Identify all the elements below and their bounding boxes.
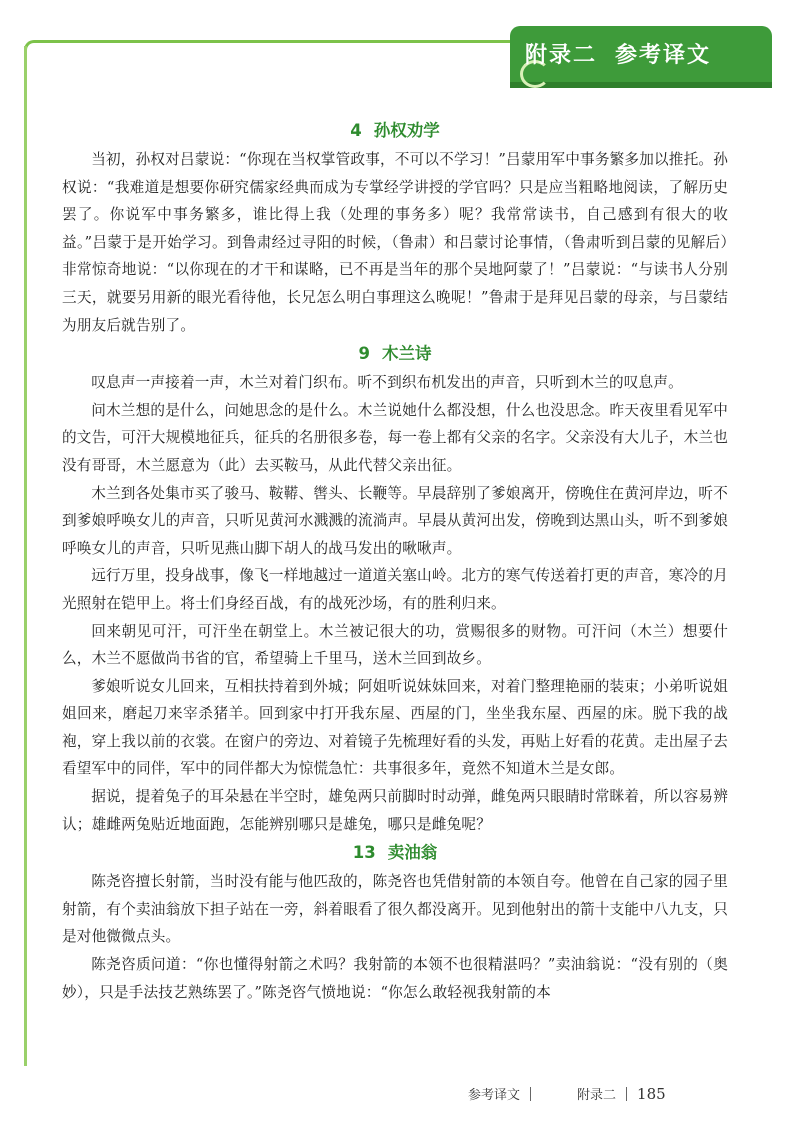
section-title — [62, 118, 728, 144]
section-name: 孙权劝学 — [373, 121, 440, 140]
header-rail — [24, 40, 527, 51]
footer-divider — [530, 1087, 531, 1101]
section-name: 卖油翁 — [387, 843, 438, 863]
paragraph: 当初，孙权对吕蒙说：“你现在当权掌管政事，不可以不学习！”吕蒙用军中事务繁多加以推托。孙权说：“我难道是想要你研究儒家经典而成为专掌经学讲授的学官吗？只是应当粗略地阅读，了解历史罢了。你说军中事务繁多，谁比得上我（处理的事务多）呢？我常常读书，自己感到有很大的收益。”吕蒙于是开始学习。到鲁肃经过寻阳的时候，（鲁肃）和吕蒙讨论事情，（鲁肃听到吕蒙的见解后）非常惊奇地说：“以你现在的才干和谋略，已不再是当年的那个吴地阿蒙了！”吕蒙说：“与读书人分别三天，就要另用新的眼光看待他，长兄怎么明白事理这么晚呢！”鲁肃于是拜见吕蒙的母亲，与吕蒙结为朋友后就告别了。 — [62, 151, 728, 334]
page-footer — [468, 1084, 666, 1103]
paragraph: 回来朝见可汗，可汗坐在朝堂上。木兰被记很大的功，赏赐很多的财物。可汗问（木兰）想要什么，木兰不愿做尚书省的官，希望骑上千里马，送木兰回到故乡。 — [62, 622, 728, 668]
header-reference-translation: 参考译文 — [615, 43, 712, 68]
footer-divider — [626, 1087, 627, 1101]
left-margin-rail — [24, 46, 27, 1066]
paragraph: 木兰到各处集市买了骏马、鞍鞯、辔头、长鞭等。早晨辞别了爹娘离开，傍晚住在黄河岸边，听不到爹娘呼唤女儿的声音，只听见黄河水溅溅的流淌声。早晨从黄河出发，傍晚到达黑山头，听不到爹娘呼唤女儿的声音，只听见燕山脚下胡人的战马发出的啾啾声。 — [62, 484, 728, 557]
paragraph: 陈尧咨擅长射箭，当时没有能与他匹敌的，陈尧咨也凭借射箭的本领自夸。他曾在自己家的园子里射箭，有个卖油翁放下担子站在一旁，斜着眼看了很久都没离开。见到他射出的箭十支能中八九支，只是对他微微点头。 — [62, 873, 728, 946]
footer-section-label: 参考译文 — [468, 1088, 521, 1103]
section-title — [62, 840, 728, 866]
section-name: 木兰诗 — [381, 344, 432, 364]
section-title — [62, 341, 728, 367]
section-number: 4 — [350, 121, 362, 140]
paragraph: 叹息声一声接着一声，木兰对着门织布。听不到织布机发出的声音，只听到木兰的叹息声。 — [91, 374, 683, 392]
paragraph: 据说，提着兔子的耳朵悬在半空时，雄兔两只前脚时时动弹，雌兔两只眼睛时常眯着，所以容易辨认；雄雌两兔贴近地面跑，怎能辨别哪只是雄兔，哪只是雌兔呢？ — [62, 788, 728, 833]
paragraph: 爹娘听说女儿回来，互相扶持着到外城；阿姐听说妹妹回来，对着门整理艳丽的装束；小弟听说姐姐回来，磨起刀来宰杀猪羊。回到家中打开我东屋、西屋的门，坐坐我东屋、西屋的床。脱下我的战袍，穿上我以前的衣裳。在窗户的旁边、对着镜子先梳理好看的头发，再贴上好看的花黄。走出屋子去看望军中的同伴，军中的同伴都大为惊慌急忙：共事很多年，竟然不知道木兰是女郎。 — [62, 677, 728, 778]
header-title — [525, 38, 711, 69]
page-number: 185 — [637, 1085, 666, 1103]
paragraph: 远行万里，投身战事，像飞一样地越过一道道关塞山岭。北方的寒气传送着打更的声音，寒冷的月光照射在铠甲上。将士们身经百战，有的战死沙场，有的胜利归来。 — [62, 567, 728, 612]
footer-appendix-label: 附录二 — [577, 1088, 617, 1103]
section-number: 13 — [352, 843, 376, 863]
header-appendix: 附录二 — [525, 43, 598, 68]
section-number: 9 — [358, 344, 370, 364]
paragraph: 陈尧咨质问道：“你也懂得射箭之术吗？我射箭的本领不也很精湛吗？”卖油翁说：“没有别的（奥妙），只是手法技艺熟练罢了。”陈尧咨气愤地说：“你怎么敢轻视我射箭的本 — [62, 956, 728, 1001]
paragraph: 问木兰想的是什么，问她思念的是什么。木兰说她什么都没想，什么也没思念。昨天夜里看见军中的文告，可汗大规模地征兵，征兵的名册很多卷，每一卷上都有父亲的名字。父亲没有大儿子，木兰也没有哥哥，木兰愿意为（此）去买鞍马，从此代替父亲出征。 — [62, 401, 728, 474]
main-content — [62, 116, 728, 1006]
